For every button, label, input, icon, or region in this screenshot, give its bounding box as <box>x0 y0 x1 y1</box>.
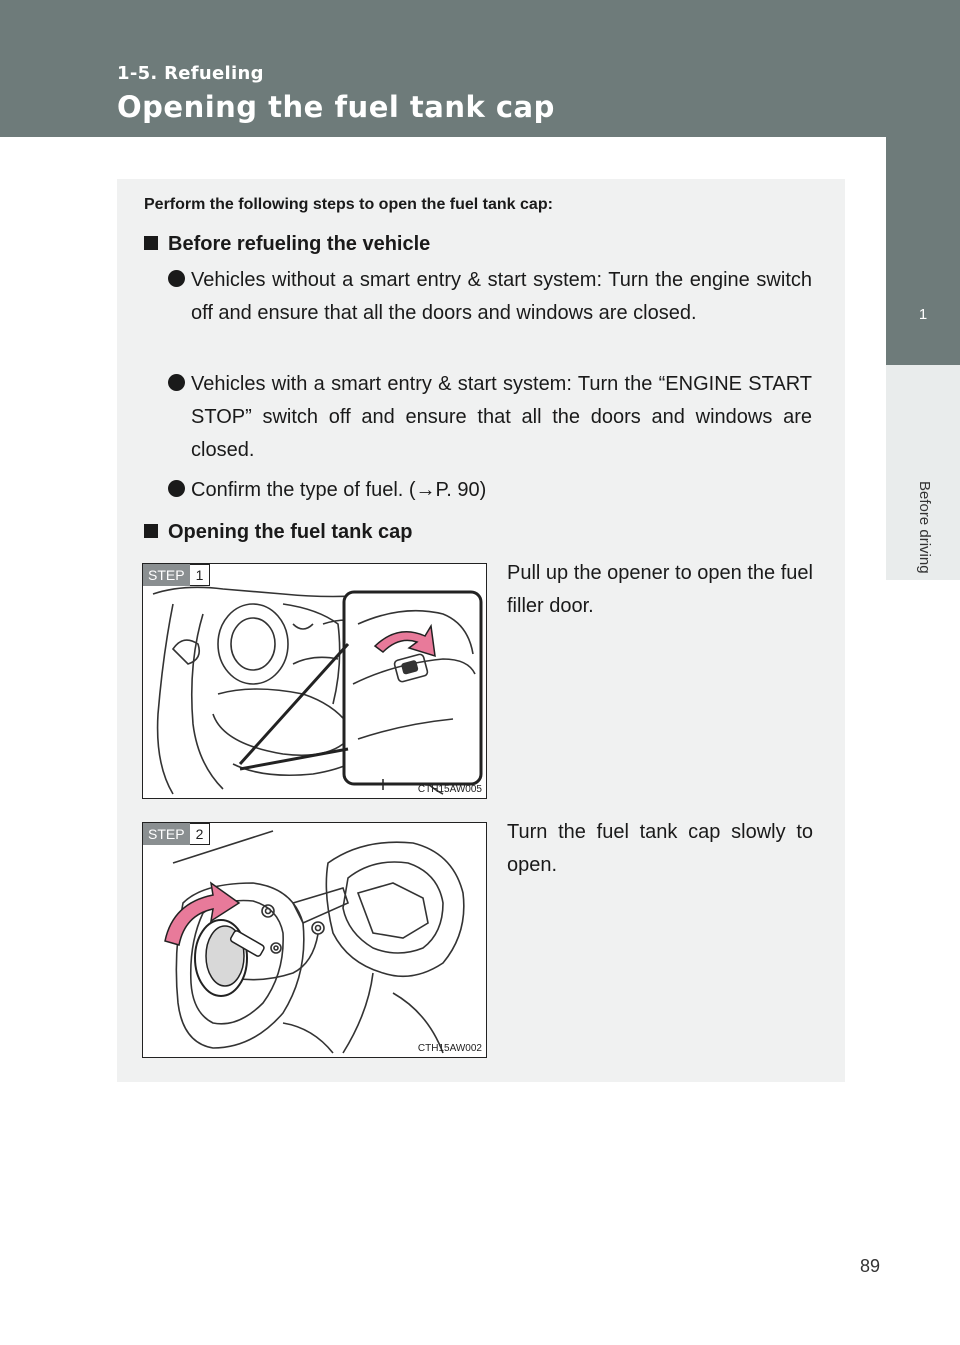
bullet-item <box>168 368 812 467</box>
intro-text: Perform the following steps to open the fuel tank cap: <box>144 196 553 213</box>
bullet-text: Vehicles without a smart entry & start system: Turn the engine switch off and ensure that all the doors and windows are closed. <box>191 269 812 324</box>
page-number: 89 <box>859 1256 880 1276</box>
section-heading-before-refueling <box>144 233 430 256</box>
image-code: CTH15AW002 <box>417 1043 482 1054</box>
section-heading-text: Opening the fuel tank cap <box>168 521 413 543</box>
step-label: STEP <box>143 564 190 586</box>
square-bullet-icon <box>144 524 158 538</box>
step-1-text: Pull up the opener to open the fuel filler door. <box>507 562 813 617</box>
bullet-text: Vehicles with a smart entry & start system: Turn the “ENGINE START STOP” switch off and ensure that all the doors and windows are closed. <box>191 373 812 461</box>
bullet-item <box>168 264 812 330</box>
step-number: 2 <box>190 823 211 845</box>
bullet-text: Confirm the type of fuel. (→P. 90) <box>191 479 487 501</box>
round-bullet-icon <box>168 480 185 497</box>
round-bullet-icon <box>168 270 185 287</box>
chapter-tab-number: 1 <box>918 306 928 323</box>
image-code: CTH15AW005 <box>417 784 482 795</box>
section-heading-text: Before refueling the vehicle <box>168 233 431 255</box>
round-bullet-icon <box>168 374 185 391</box>
step-1-illustration <box>142 563 487 799</box>
chapter-tab[interactable] <box>886 137 960 365</box>
section-heading-opening-cap <box>144 521 412 544</box>
square-bullet-icon <box>144 236 158 250</box>
fuel-tank-cap-illustration-icon <box>143 823 487 1058</box>
step-2-tag <box>143 823 210 845</box>
step-2-text: Turn the fuel tank cap slowly to open. <box>507 821 813 876</box>
chapter-tab-label: Before driving <box>916 481 933 574</box>
step-2-illustration <box>142 822 487 1058</box>
step-1-tag <box>143 564 210 586</box>
fuel-door-opener-illustration-icon <box>143 564 487 799</box>
step-number: 1 <box>190 564 211 586</box>
page-title: Opening the fuel tank cap <box>117 90 555 124</box>
bullet-item <box>168 474 812 507</box>
step-label: STEP <box>143 823 190 845</box>
section-label: 1-5. Refueling <box>117 63 264 84</box>
